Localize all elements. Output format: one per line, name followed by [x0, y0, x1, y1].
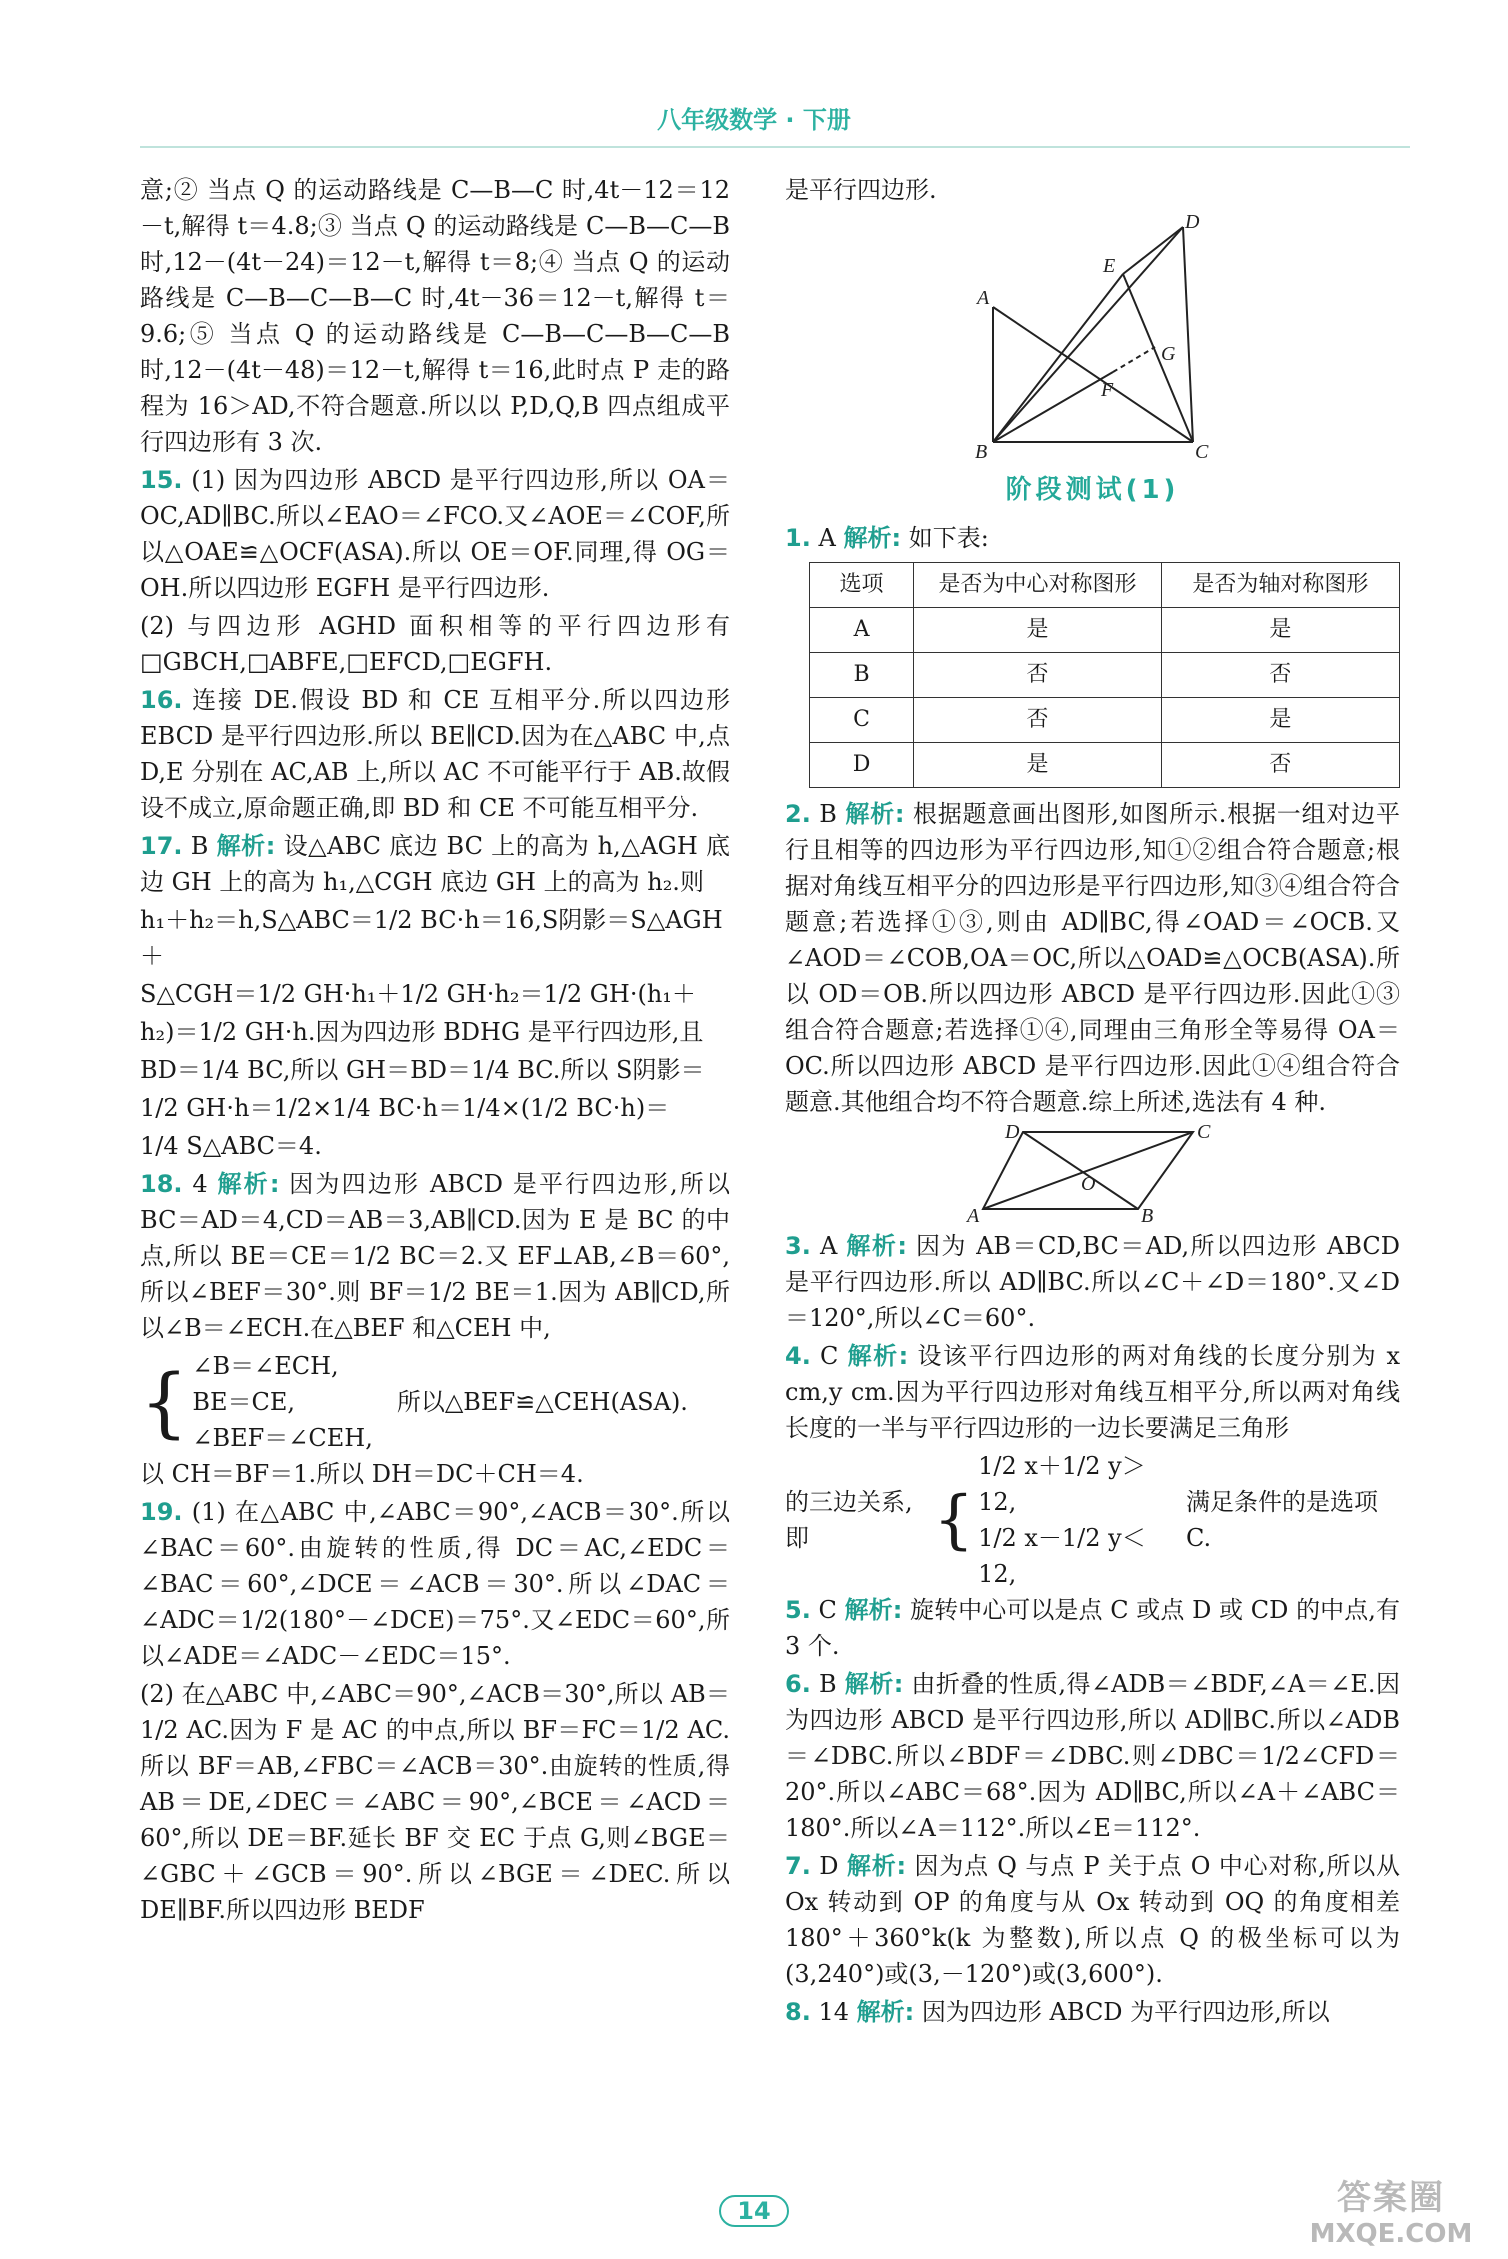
analysis-label: 解析: — [216, 832, 276, 860]
brace-icon: { — [933, 1483, 975, 1557]
table-header: 选项 — [810, 563, 914, 608]
table-cell: 否 — [914, 698, 1162, 743]
answer-choice: B — [818, 1670, 837, 1698]
symmetry-table — [809, 562, 1400, 788]
answer-number: 15. — [140, 466, 183, 494]
header-divider — [140, 146, 1410, 148]
equation-system — [140, 1348, 730, 1456]
table-cell: A — [810, 608, 914, 653]
table-cell: 否 — [1161, 743, 1399, 788]
segment-bf — [993, 372, 1113, 442]
answer-number: 2. — [785, 800, 811, 828]
answer-text: 因为四边形 ABCD 是平行四边形,所以 BC＝AD＝4,CD＝AB＝3,AB∥CD.因为 E 是 BC 的中点,所以 BE＝CE＝1/2 BC＝2.又 EF⊥AB,∠B＝60°,所以∠BEF＝30°.则 BF＝1/2 BE＝1.因为 AB∥CD,所以∠B＝∠ECH.在△BEF 和△CEH 中, — [140, 1170, 730, 1342]
answer-19 — [140, 1494, 730, 1674]
table-cell: 否 — [914, 653, 1162, 698]
test-answer-4 — [785, 1338, 1400, 1446]
system-conclusion: 所以△BEF≌△CEH(ASA). — [396, 1388, 688, 1416]
table-row — [810, 653, 1400, 698]
left-column — [140, 172, 730, 1930]
answer-number: 16. — [140, 686, 183, 714]
segment-bd — [993, 227, 1183, 442]
answer-number: 7. — [785, 1852, 811, 1880]
system-line: 1/2 x－1/2 y＜12, — [978, 1524, 1146, 1588]
segment-ac — [993, 307, 1193, 442]
analysis-label: 解析: — [846, 1232, 907, 1260]
watermark-url: MXQE.COM — [1309, 2219, 1473, 2249]
diagonal-bd — [1023, 1132, 1138, 1209]
table-cell: D — [810, 743, 914, 788]
point-label: F — [1100, 379, 1113, 401]
point-label: C — [1196, 1124, 1210, 1143]
answer-choice: C — [818, 1596, 837, 1624]
table-cell: 是 — [914, 608, 1162, 653]
formula-line: BD＝1/4 BC,所以 GH＝BD＝1/4 BC.所以 S阴影＝ — [140, 1056, 705, 1084]
answer-15 — [140, 462, 730, 606]
formula-line: 1/4 S△ABC＝4. — [140, 1132, 322, 1160]
answer-number: 17. — [140, 832, 183, 860]
segment-fg-dashed — [1113, 347, 1155, 372]
test-answer-2 — [785, 796, 1400, 1120]
point-label: A — [976, 287, 989, 309]
point-label: B — [974, 441, 987, 462]
point-label: G — [1160, 343, 1175, 365]
q14-continued: 意;② 当点 Q 的运动路线是 C—B—C 时,4t－12＝12－t,解得 t＝4.8;③ 当点 Q 的运动路线是 C—B—C—B 时,12－(4t－24)＝12－t,解得 t＝8;④ 当点 Q 的运动路线是 C—B—C—B—C 时,4t－36＝12－t,解得 t＝9.6;⑤ 当点 Q 的运动路线是 C—B—C—B—C—B 时,12－(4t－48)＝12－t,解得 t＝16,此时点 P 走的路程为 16＞AD,不符合题意.所以以 P,D,Q,B 四点组成平行四边形有 3 次. — [140, 176, 730, 456]
formula-line: 1/2 GH·h＝1/2×1/4 BC·h＝1/4×(1/2 BC·h)＝ — [140, 1094, 670, 1122]
segment-ed — [1123, 227, 1183, 274]
right-column — [785, 172, 1400, 2032]
test-answer-8 — [785, 1994, 1400, 2030]
answer-choice: 4 — [192, 1170, 208, 1198]
table-cell: 是 — [1161, 608, 1399, 653]
test-answer-7 — [785, 1848, 1400, 1992]
point-label: E — [1102, 255, 1115, 277]
answer-number: 8. — [785, 1998, 811, 2026]
analysis-label: 解析: — [217, 1170, 280, 1198]
answer-number: 5. — [785, 1596, 811, 1624]
answer-15-part2: (2) 与四边形 AGHD 面积相等的平行四边形有□GBCH,□ABFE,□EFCD,□EGFH. — [140, 612, 730, 676]
point-label: D — [1184, 212, 1199, 233]
table-cell: C — [810, 698, 914, 743]
system-conclusion: 满足条件的是选项 C. — [1186, 1488, 1379, 1552]
answer-choice: B — [819, 800, 837, 828]
test-answer-3 — [785, 1228, 1400, 1336]
answer-number: 6. — [785, 1670, 811, 1698]
header-title: 八年级数学 · 下册 — [657, 106, 851, 134]
answer-choice: A — [818, 524, 836, 552]
section-title: 阶段测试(1) — [1005, 475, 1180, 505]
analysis-label: 解析: — [843, 524, 902, 552]
segment-ec — [1123, 274, 1193, 442]
answer-19-part2: (2) 在△ABC 中,∠ABC＝90°,∠ACB＝30°,所以 AB＝1/2 AC.因为 F 是 AC 的中点,所以 BF＝FC＝1/2 AC.所以 BF＝AB,∠FBC＝∠ACB＝30°.由旋转的性质,得 AB＝DE,∠DEC＝∠ABC＝90°,∠BCE＝∠ACD＝60°,所以 DE＝BF.延长 BF 交 EC 于点 G,则∠BGE＝∠GBC＋∠GCB＝90°.所以∠BGE＝∠DEC.所以 DE∥BF.所以四边形 BEDF — [140, 1680, 730, 1924]
answer-number: 18. — [140, 1170, 183, 1198]
answer-number: 3. — [785, 1232, 811, 1260]
segment-be — [993, 274, 1123, 442]
point-label: D — [1004, 1124, 1019, 1143]
system-line: ∠B＝∠ECH, — [192, 1352, 339, 1380]
table-header-row — [810, 563, 1400, 608]
analysis-label: 解析: — [844, 1596, 903, 1624]
watermark-logo-text: 答案圈 — [1337, 2178, 1445, 2218]
system-lines — [978, 1448, 1174, 1592]
figure-quadrilateral-bedf — [973, 212, 1213, 462]
inequality-system — [785, 1448, 1400, 1592]
answer-choice: 14 — [818, 1998, 850, 2026]
answer-text: 设△ABC 底边 BC 上的高为 h,△AGH 底边 GH 上的高为 h₁,△CGH 底边 GH 上的高为 h₂.则 — [140, 832, 730, 896]
segment-dc — [1183, 227, 1193, 442]
system-lines — [192, 1348, 372, 1456]
answer-text: 因为 AB＝CD,BC＝AD,所以四边形 ABCD 是平行四边形.所以 AD∥BC.所以∠C＋∠D＝180°.又∠D＝120°,所以∠C＝60°. — [785, 1232, 1401, 1332]
formula-line: S△CGH＝1/2 GH·h₁＋1/2 GH·h₂＝1/2 GH·(h₁＋ — [140, 980, 696, 1008]
answer-text: 如下表: — [908, 524, 989, 552]
diagonal-ac — [983, 1132, 1193, 1209]
point-label: C — [1194, 441, 1208, 462]
figure-parallelogram-abcd — [963, 1124, 1223, 1224]
formula-line: h₂)＝1/2 GH·h.因为四边形 BDHG 是平行四边形,且 — [140, 1018, 704, 1046]
answer-16 — [140, 682, 730, 826]
answer-number: 4. — [785, 1342, 811, 1370]
table-cell: 是 — [1161, 698, 1399, 743]
analysis-label: 解析: — [846, 1852, 907, 1880]
table-row — [810, 608, 1400, 653]
page-number: 14 — [719, 2195, 788, 2227]
page-header — [0, 0, 1508, 150]
table-row — [810, 743, 1400, 788]
system-line: 1/2 x＋1/2 y＞12, — [978, 1452, 1146, 1516]
formula-line: h₁＋h₂＝h,S△ABC＝1/2 BC·h＝16,S阴影＝S△AGH＋ — [140, 906, 723, 970]
analysis-label: 解析: — [844, 1670, 904, 1698]
table-row — [810, 698, 1400, 743]
answer-number: 1. — [785, 524, 811, 552]
table-header: 是否为中心对称图形 — [914, 563, 1162, 608]
site-watermark — [1286, 2170, 1496, 2250]
answer-17 — [140, 828, 730, 900]
test-answer-5 — [785, 1592, 1400, 1664]
answer-text: 旋转中心可以是点 C 或点 D 或 CD 的中点,有 3 个. — [785, 1596, 1400, 1660]
analysis-label: 解析: — [845, 800, 905, 828]
answer-text: 由折叠的性质,得∠ADB＝∠BDF,∠A＝∠E.因为四边形 ABCD 是平行四边形,所以 AD∥BC.所以∠ADB＝∠DBC.所以∠BDF＝∠DBC.则∠DBC＝1/2∠CFD＝20°.所以∠ABC＝68°.因为 AD∥BC,所以∠A＋∠ABC＝180°.所以∠A＝112°.所以∠E＝112°. — [785, 1670, 1400, 1842]
table-cell: 是 — [914, 743, 1162, 788]
answer-choice: B — [190, 832, 209, 860]
table-cell: B — [810, 653, 914, 698]
answer-text: 设该平行四边形的两对角线的长度分别为 x cm,y cm.因为平行四边形对角线互相平分,所以两对角线长度的一半与平行四边形的一边长要满足三角形 — [785, 1342, 1400, 1442]
test-answer-6 — [785, 1666, 1400, 1846]
point-label: A — [966, 1205, 979, 1224]
brace-icon: { — [140, 1357, 189, 1446]
answer-text: 连接 DE.假设 BD 和 CE 互相平分.所以四边形 EBCD 是平行四边形.所以 BE∥CD.因为在△ABC 中,点 D,E 分别在 AC,AB 上,所以 AC 不可能平行于 AB.故假设不成立,原命题正确,即 BD 和 CE 不可能互相平分. — [140, 686, 730, 822]
system-line: ∠BEF＝∠CEH, — [192, 1424, 373, 1452]
answer-19-end: 是平行四边形. — [785, 176, 937, 204]
page-footer — [0, 2195, 1508, 2227]
table-header: 是否为轴对称图形 — [1161, 563, 1399, 608]
system-lead: 的三边关系,即 — [785, 1488, 913, 1552]
analysis-label: 解析: — [856, 1998, 915, 2026]
system-line: BE＝CE, — [192, 1388, 296, 1416]
answer-text: 根据题意画出图形,如图所示.根据一组对边平行且相等的四边形为平行四边形,知①②组合符合题意;根据对角线互相平分的四边形是平行四边形,知③④组合符合题意;若选择①③,则由 AD∥BC,得∠OAD＝∠OCB.又∠AOD＝∠COB,OA＝OC,所以△OAD≌△OCB(ASA).所以 OD＝OB.所以四边形 ABCD 是平行四边形.因此①③组合符合题意;若选择①④,同理由三角形全等易得 OA＝OC.所以四边形 ABCD 是平行四边形.因此①④组合符合题意.其他组合均不符合题意.综上所述,选法有 4 种. — [785, 800, 1400, 1116]
table-cell: 否 — [1161, 653, 1399, 698]
point-label: B — [1140, 1205, 1153, 1224]
answer-18-end: 以 CH＝BF＝1.所以 DH＝DC＋CH＝4. — [140, 1460, 584, 1488]
answer-18 — [140, 1166, 730, 1346]
answer-text: 因为四边形 ABCD 为平行四边形,所以 — [921, 1998, 1330, 2026]
test-answer-1 — [785, 520, 1400, 556]
answer-choice: D — [819, 1852, 839, 1880]
answer-number: 19. — [140, 1498, 183, 1526]
answer-text: 因为点 Q 与点 P 关于点 O 中心对称,所以从 Ox 转动到 OP 的角度与从 Ox 转动到 OQ 的角度相差 180°＋360°k(k 为整数),所以点 Q 的极坐标可以为(3,240°)或(3,－120°)或(3,600°). — [785, 1852, 1400, 1988]
analysis-label: 解析: — [847, 1342, 909, 1370]
answer-choice: C — [820, 1342, 839, 1370]
answer-text: (1) 在△ABC 中,∠ABC＝90°,∠ACB＝30°.所以∠BAC＝60°.由旋转的性质,得 DC＝AC,∠EDC＝∠BAC＝60°,∠DCE＝∠ACB＝30°.所以∠DAC＝∠ADC＝1/2(180°－∠DCE)＝75°.又∠EDC＝60°,所以∠ADE＝∠ADC－∠EDC＝15°. — [140, 1498, 730, 1670]
answer-choice: A — [819, 1232, 838, 1260]
answer-text: (1) 因为四边形 ABCD 是平行四边形,所以 OA＝OC,AD∥BC.所以∠EAO＝∠FCO.又∠AOE＝∠COF,所以△OAE≌△OCF(ASA).所以 OE＝OF.同理,得 OG＝OH.所以四边形 EGFH 是平行四边形. — [140, 466, 730, 602]
point-label: O — [1080, 1173, 1095, 1195]
